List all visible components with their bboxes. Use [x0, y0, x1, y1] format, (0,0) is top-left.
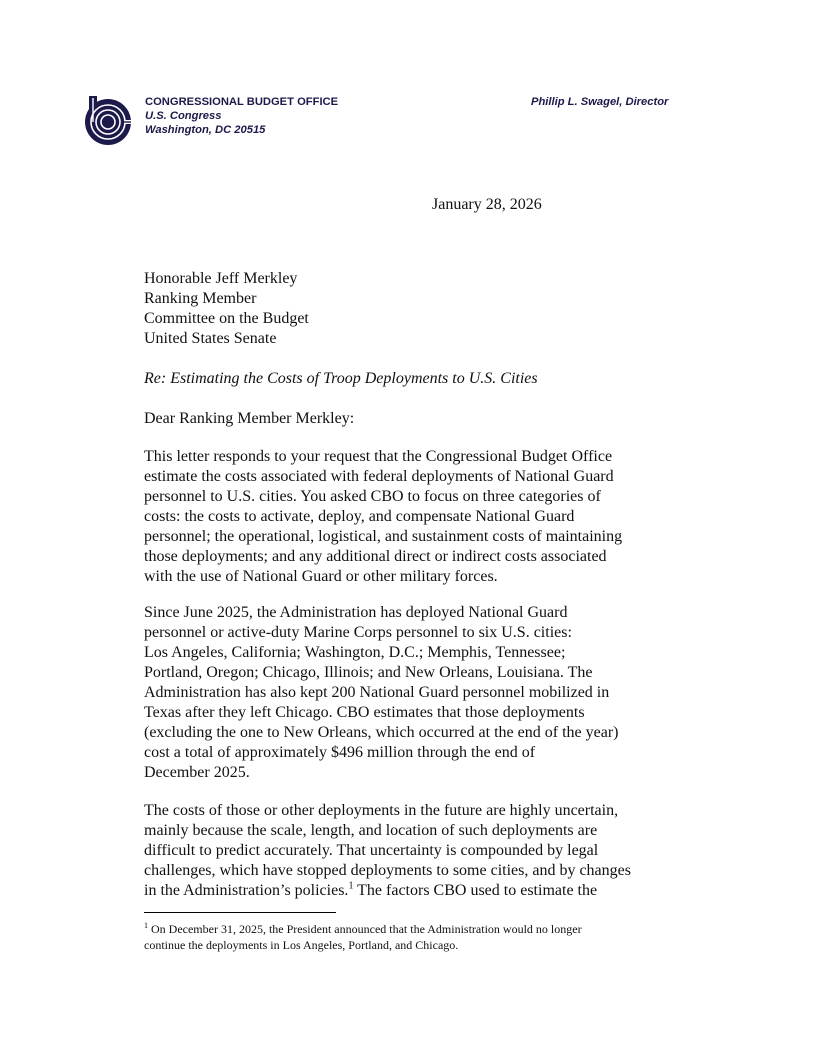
cbo-logo-icon [84, 94, 134, 146]
footnote [144, 921, 582, 953]
text-line: (excluding the one to New Orleans, which occurred at the end of the year) [144, 724, 619, 741]
text-line: mainly because the scale, length, and location of such deployments are [144, 822, 598, 839]
text-line: December 2025. [144, 764, 250, 781]
org-name: CONGRESSIONAL BUDGET OFFICE [145, 96, 339, 108]
text-line: personnel or active-duty Marine Corps personnel to six U.S. cities: [144, 624, 572, 641]
paragraph-2 [144, 603, 684, 783]
text-line: challenges, which have stopped deployments to some cities, and by changes [144, 862, 631, 879]
text-line: Administration has also kept 200 National Guard personnel mobilized in [144, 684, 610, 701]
org-block [145, 95, 338, 137]
text-line: personnel; the operational, logistical, and sustainment costs of maintaining [144, 528, 623, 545]
text-segment: The factors CBO used to estimate the [353, 882, 598, 899]
text-line: costs: the costs to activate, deploy, and compensate National Guard [144, 508, 575, 525]
paragraph-3 [144, 801, 684, 901]
text-line [144, 881, 684, 901]
letter-date: January 28, 2026 [432, 196, 542, 213]
text-segment: in the Administration’s policies. [144, 882, 349, 899]
footnote-reference[interactable]: 1 [348, 880, 354, 892]
salutation: Dear Ranking Member Merkley: [144, 410, 355, 427]
footnote-text: On December 31, 2025, the President announced that the Administration would no longer [148, 922, 582, 936]
subject-line: Re: Estimating the Costs of Troop Deployments to U.S. Cities [144, 370, 538, 387]
footnote-line [144, 921, 582, 937]
address-line: United States Senate [144, 330, 277, 347]
footnote-line: continue the deployments in Los Angeles, Portland, and Chicago. [144, 938, 459, 952]
footnote-divider [144, 912, 336, 913]
text-line: estimate the costs associated with federal deployments of National Guard [144, 468, 614, 485]
text-line: Los Angeles, California; Washington, D.C.; Memphis, Tennessee; [144, 644, 566, 661]
text-line: Texas after they left Chicago. CBO estimates that those deployments [144, 704, 585, 721]
org-address: Washington, DC 20515 [145, 124, 266, 136]
address-line: Honorable Jeff Merkley [144, 270, 298, 287]
org-sub: U.S. Congress [145, 110, 222, 122]
footnote-marker: 1 [144, 921, 148, 930]
text-line: The costs of those or other deployments in the future are highly uncertain, [144, 802, 619, 819]
text-line: This letter responds to your request that the Congressional Budget Office [144, 448, 613, 465]
text-line: personnel to U.S. cities. You asked CBO to focus on three categories of [144, 488, 601, 505]
paragraph-1 [144, 447, 684, 587]
text-line: difficult to predict accurately. That uncertainty is compounded by legal [144, 842, 599, 859]
address-line: Committee on the Budget [144, 310, 309, 327]
text-line: Portland, Oregon; Chicago, Illinois; and New Orleans, Louisiana. The [144, 664, 593, 681]
text-line: those deployments; and any additional direct or indirect costs associated [144, 548, 607, 565]
director-name: Phillip L. Swagel, Director [531, 96, 669, 108]
address-line: Ranking Member [144, 290, 257, 307]
letterhead [84, 94, 704, 146]
text-line: Since June 2025, the Administration has deployed National Guard [144, 604, 568, 621]
text-line: with the use of National Guard or other military forces. [144, 568, 498, 585]
recipient-address [144, 269, 309, 349]
text-line: cost a total of approximately $496 million through the end of [144, 744, 536, 761]
